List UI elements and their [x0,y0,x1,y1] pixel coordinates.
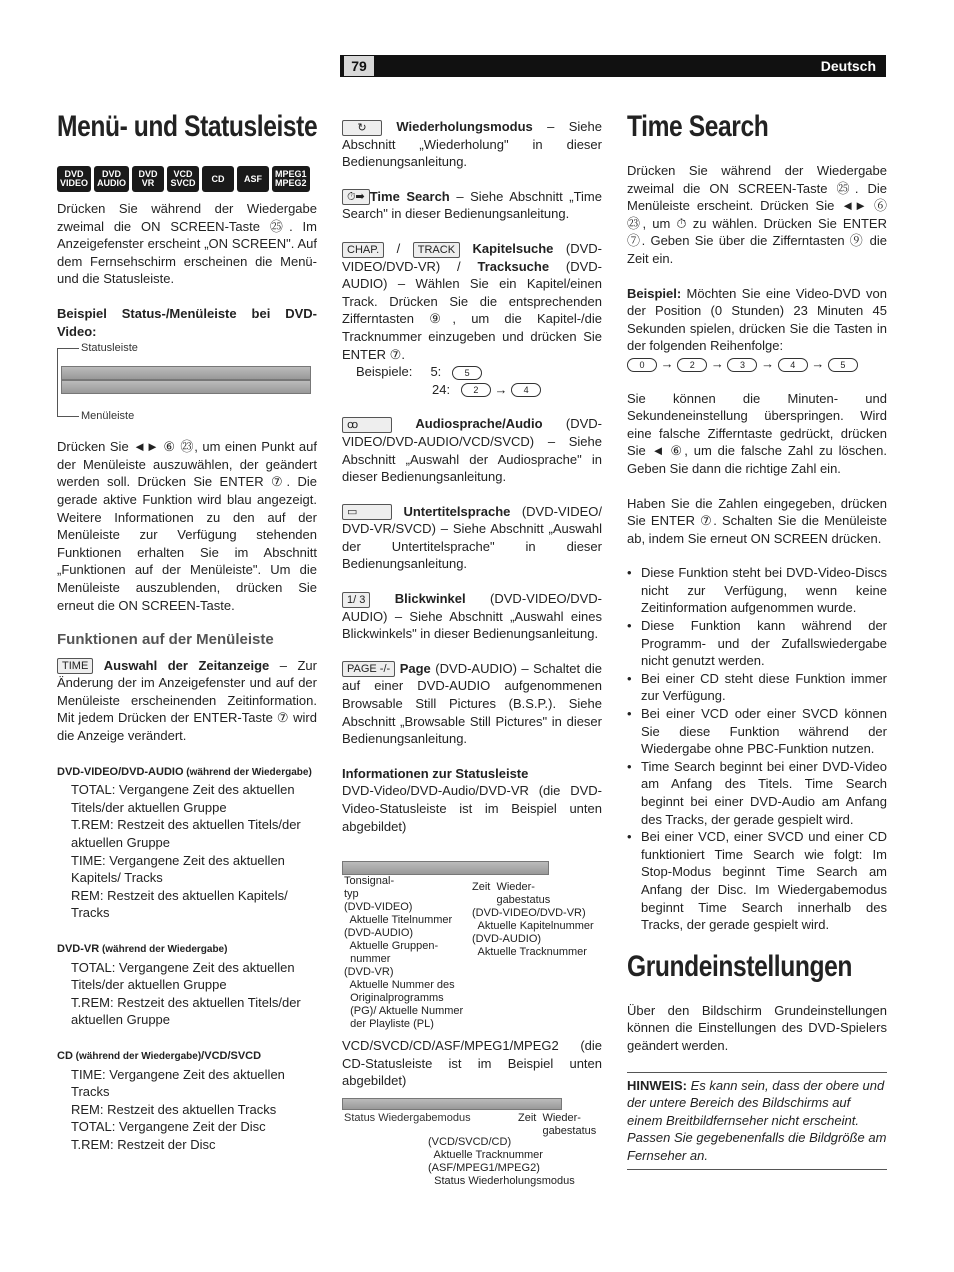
dvd-status-diagram [342,835,602,1031]
list-item: REM: Restzeit des aktuellen Tracks [71,1101,277,1117]
list-item: TOTAL: Vergangene Zeit des aktuellen Titels/der aktuellen Gruppe [71,959,295,993]
list-item: TOTAL: Vergangene Zeit des aktuellen Titels/der aktuellen Gruppe [71,782,295,815]
subtitle-paragraph: ▭ Untertitelsprache (DVD-VIDEO/ DVD-VR/SVCD) – Siehe Abschnitt „Auswahl der Untertitelsprache" in dieser Bedienungsanleitung. [342,503,602,572]
section-title-grundeinstellungen: Grundeinstellungen [627,949,852,983]
key-5: 5 [828,358,858,372]
column-1 [57,108,317,1154]
key-2: 2 [461,383,491,397]
info-heading: Informationen zur Statusleiste [342,765,529,781]
hinweis-box: HINWEIS: Es kann sein, dass der obere und der untere Bereich des Bildschirms auf einem Breitbildfernseher nicht erscheint. Passen Sie gegebenenfalls die Bildgröße am Fernseher an. [627,1072,887,1170]
chapter-paragraph: CHAP. / TRACK Kapitelsuche (DVD-VIDEO/DVD-VR) / Tracksuche (DVD-AUDIO) – Wählen Sie ein Kapitel/einen Track. Drücken Sie die entsprechenden Zifferntasten ⑨, um die Kapitel-/die Tracknummer einzugeben und drücken Sie ENTER ⑦. [342,240,602,362]
dvdvideo-heading: DVD-VIDEO/DVD-AUDIO (während der Wiedergabe) [57,765,312,778]
format-badges [57,166,317,192]
para-navigation: Drücken Sie ◄► ⑥ ㉓, um einen Punkt auf der Menüleiste auszuwählen, der geändert werden soll. Drücken Sie ENTER ⑦. Die gerade aktive Funktion wird blau angezeigt. Weitere Informationen zu den auf der Menüleiste zur Verfügung stehenden Funktionen erhalten Sie im Abschnitt „Funktionen auf der Menüleiste". Um die Menüleiste auszublenden, drücken Sie erneut die ON SCREEN-Taste. [57,439,317,613]
ts-bullets [627,564,887,933]
key-sequence: 0 → 2 → 3 → 4 → 5 [627,355,887,373]
dvdvr-heading: DVD-VR (während der Wiedergabe) [57,943,228,955]
bullet-item: • Diese Funktion steht bei DVD-Video-Discs nicht zur Verfügung, wenn keine Zeitinformation aufgenommen wurde. [627,564,887,617]
bullet-item: • Bei einer VCD, einer SVCD und einer CD funktioniert Time Search wie folgt: Im Stop-Modus beginnt Time Search am Anfang der Disc. Im Wiedergabemodus beginnt Time Search innerhalb des Tracks, der gerade gespielt wird. [627,828,887,934]
key-4: 4 [511,383,541,397]
section-title-timesearch: Time Search [627,110,769,143]
ts-para1: Drücken Sie während der Wiedergabe zweimal die ON SCREEN-Taste ㉕. Die Menüleiste erscheint. Drücken Sie ◄► ⑥ ㉓, um ⏱ zu wählen. Drücken Sie ENTER ⑦. Geben Sie über die Zifferntasten ⑨ die Zeit ein. [627,163,887,266]
dvdvr-list [57,959,317,1029]
bullet-item: • Time Search beginnt bei einer DVD-Video am Anfang des Titels. Time Search beginnt bei einer DVD-Audio am Anfang des Tracks, der gerade gespielt wird. [627,758,887,828]
clock-icon: ⏱➡ [342,189,370,205]
angle-paragraph: 1/ 3 Blickwinkel (DVD-VIDEO/DVD-AUDIO) – Siehe Abschnitt „Auswahl eines Blickwinkels" in dieser Bedienungsanleitung. [342,591,602,642]
format-badge: DVD VIDEO [57,166,91,192]
info-text: DVD-Video/DVD-Audio/DVD-VR (die DVD-Video-Statusleiste ist im Beispiel unten abgebildet) [342,783,602,834]
diag2-right: Zeit Wieder- gabestatus [518,1111,597,1137]
language-label: Deutsch [820,58,876,74]
page-icon: PAGE -/- [342,661,395,677]
time-icon: TIME [57,658,93,674]
header-bar [340,55,886,77]
list-item: T.REM: Restzeit des aktuellen Titels/der aktuellen Gruppe [71,994,301,1028]
column-2 [342,108,602,1190]
key-0: 0 [627,358,657,372]
menu-bar-image [61,380,311,394]
repeat-icon: ↻ [342,120,382,136]
section-title-menu: Menü- und Statusleiste [57,110,318,143]
diag1-left-labels: Tonsignal- typ (DVD-VIDEO) Aktuelle Titelnummer (DVD-AUDIO) Aktuelle Gruppen- nummer (DVD-VR) Aktuelle Nummer des Originalprogramms (PG)/ Aktuelle Nummer der Playliste (PL) [344,875,464,1031]
chapter-icon: CHAP. [342,242,384,258]
ts-para3: Haben Sie die Zahlen eingegeben, drücken Sie ENTER ⑦. Schalten Sie die Menüleiste ab, indem Sie erneut ON SCREEN drücken. [627,495,887,546]
audio-paragraph: ꝏ Audiosprache/Audio (DVD-VIDEO/DVD-AUDIO/VCD/SVCD) – Siehe Abschnitt „Auswahl der Audiosprache" in dieser Bedienungsanleitung. [342,416,602,485]
vcd-text: VCD/SVCD/CD/ASF/MPEG1/MPEG2 (die CD-Statusleiste ist im Beispiel unten abgebildet) [342,1038,602,1089]
list-item: TOTAL: Vergangene Zeit der Disc [71,1119,266,1135]
format-badge: MPEG1 MPEG2 [272,166,310,192]
track-icon: TRACK [413,242,460,258]
key-2: 2 [677,358,707,372]
label-statusleiste: Statusleiste [81,342,138,355]
list-item: T.REM: Restzeit der Disc [71,1136,216,1152]
cd-status-bar-image [342,1098,562,1110]
list-item: REM: Restzeit des aktuellen Kapitels/ Tracks [71,887,288,921]
ts-example: Beispiel: Möchten Sie eine Video-DVD von der Position (0 Stunden) 23 Minuten 45 Sekunden spielen, drücken Sie die Tasten in der folgenden Reihenfolge: [627,285,887,354]
key-4: 4 [778,358,808,372]
label-menueleiste: Menüleiste [81,410,135,423]
page-number: 79 [344,56,374,76]
column-3 [627,108,887,1170]
time-paragraph: TIME Auswahl der Zeitanzeige – Zur Änderung der im Anzeigefenster und auf der Menüleiste erscheinenden Zeitinformation. Mit jedem Drücken der ENTER-Taste ⑦ wird die Anzeige verändert. [57,657,317,744]
bullet-item: • Bei einer CD steht diese Funktion immer zur Verfügung. [627,670,887,705]
dvd-status-bar-image [342,861,549,875]
audio-icon: ꝏ [342,417,392,433]
timesearch-paragraph: ⏱➡ Time Search – Siehe Abschnitt „Time Search" in dieser Bedienungsanleitung. [342,188,602,222]
cd-list [57,1066,317,1154]
format-badge: DVD VR [132,166,164,192]
format-badge: ASF [237,166,269,192]
list-item: TIME: Vergangene Zeit des aktuellen Kapitels/ Tracks [71,852,285,886]
diag2-bottom: (VCD/SVCD/CD) Aktuelle Tracknummer (ASF/MPEG1/MPEG2) Status Wiederholungsmodus [428,1135,575,1187]
list-item: TIME: Vergangene Zeit des aktuellen Tracks [71,1066,285,1100]
format-badge: CD [202,166,234,192]
key-3: 3 [727,358,757,372]
intro-text: Drücken Sie während der Wiedergabe zweimal die ON SCREEN-Taste ㉕. Im Anzeigefenster erscheint „ON SCREEN". Auf dem Fernsehschirm erscheinen die Menü- und die Statusleiste. [57,201,317,287]
subtitle-icon: ▭ [342,504,392,520]
angle-icon: 1/ 3 [342,592,370,608]
diag1-right-labels: Zeit Wieder- gabestatus (DVD-VIDEO/DVD-VR) Aktuelle Kapitelnummer (DVD-AUDIO) Aktuelle Tracknummer [472,881,594,959]
bullet-item: • Bei einer VCD oder einer SVCD können Sie diese Funktion während der Wiedergabe ohne PBC-Funktion nutzen. [627,705,887,758]
key-5: 5 [452,366,482,380]
bullet-item: • Diese Funktion kann während der Programm- und der Zufallswiedergabe nicht genutzt werden. [627,617,887,670]
grund-para: Über den Bildschirm Grundeinstellungen können die Einstellungen des DVD-Spielers geändert werden. [627,1002,887,1053]
sub-heading-functions: Funktionen auf der Menüleiste [57,631,274,649]
diag2-left: Status Wiedergabemodus [344,1111,471,1124]
dvdvideo-list [57,781,317,922]
page-paragraph: PAGE -/- Page (DVD-AUDIO) – Schaltet die auf einer DVD-AUDIO aufgenommenen Browsable Still Pictures (B.S.P.). Siehe Abschnitt „Browsable Still Pictures" in dieser Bedienungsanleitung. [342,660,602,747]
repeat-paragraph: ↻ Wiederholungsmodus – Siehe Abschnitt „Wiederholung" in dieser Bedienungsanleitung. [342,119,602,170]
status-bar-image [61,366,311,380]
cd-heading: CD (während der Wiedergabe)/VCD/SVCD [57,1049,262,1062]
format-badge: DVD AUDIO [94,166,129,192]
cd-status-diagram [342,1090,602,1190]
list-item: T.REM: Restzeit des aktuellen Titels/der aktuellen Gruppe [71,817,301,851]
status-bar-diagram [57,340,317,430]
ts-para2: Sie können die Minuten- und Sekundeneinstellung überspringen. Wird eine falsche Zifferntaste gedrückt, drücken Sie ◄ ⑥, um die falsche Zahl zu löschen. Geben Sie dann die richtige Zahl ein. [627,390,887,476]
examples: Beispiele: 5: 5 24: 2 → 4 [342,363,602,398]
example-heading: Beispiel Status-/Menüleiste bei DVD-Video: [57,305,317,339]
format-badge: VCD SVCD [167,166,199,192]
